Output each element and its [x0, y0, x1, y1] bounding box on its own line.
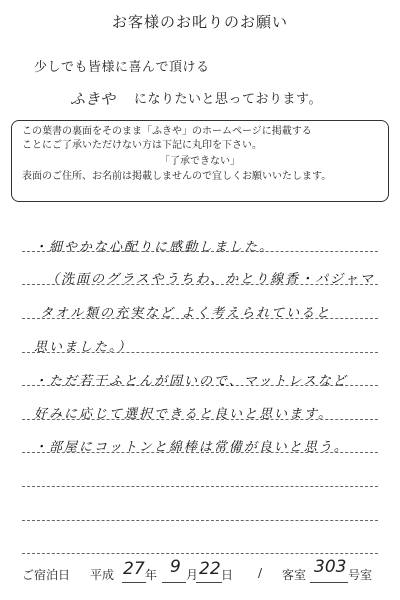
stay-month-value[interactable]: 9	[170, 557, 181, 577]
room-underline	[310, 582, 348, 583]
separator: /	[258, 566, 263, 580]
month-unit: 月	[186, 568, 199, 582]
intro-line-2: になりたいと思っております。	[134, 92, 322, 107]
handwritten-comment: （洗面のグラスやうちわ、かとり線香・パジャマ	[46, 272, 375, 287]
stay-year-value[interactable]: 27	[123, 559, 145, 579]
stay-day-value[interactable]: 22	[199, 559, 221, 579]
ruled-line	[22, 553, 378, 554]
handwritten-comment: ・部屋にコットンと綿棒は常備が良いと思う。	[34, 440, 349, 455]
notice-line-3: 表面のご住所、お名前は掲載しませんので宜しくお願いいたします。	[22, 171, 332, 182]
handwritten-comment: ・ただ若干ふとんが固いので、マットレスなど	[34, 374, 348, 389]
day-unit: 日	[221, 568, 234, 582]
stay-date-label: ご宿泊日	[22, 568, 71, 582]
month-underline	[162, 582, 186, 583]
handwritten-comment: 思いました。）	[34, 340, 133, 355]
year-unit: 年	[145, 568, 158, 582]
handwritten-comment: ・細やかな心配りに感動しました。	[34, 240, 275, 255]
intro-line-1: 少しでも皆様に喜んで頂ける	[34, 60, 210, 75]
room-unit: 号室	[348, 568, 373, 582]
page-title: お客様のお叱りのお願い	[111, 13, 288, 31]
handwritten-comment: タオル類の充実など よく考えられていると	[40, 306, 332, 321]
ruled-line	[22, 520, 378, 521]
decline-option[interactable]: 「了承できない」	[160, 156, 240, 167]
handwritten-comment: 好みに応じて選択できると良いと思います。	[34, 407, 333, 422]
day-underline	[196, 582, 222, 583]
notice-line-1: この葉書の裏面をそのまま「ふきや」のホームページに掲載する	[22, 126, 312, 137]
consent-notice-box	[11, 120, 389, 202]
fukiya-logo-text: ふきや	[70, 90, 116, 108]
ruled-line	[22, 486, 378, 487]
room-label: 客室	[282, 568, 307, 582]
room-number-value[interactable]: 303	[314, 557, 347, 577]
notice-line-2: ことにご了承いただけない方は下記に丸印を下さい。	[22, 140, 262, 151]
year-underline	[122, 582, 146, 583]
era-label: 平成	[90, 568, 115, 582]
